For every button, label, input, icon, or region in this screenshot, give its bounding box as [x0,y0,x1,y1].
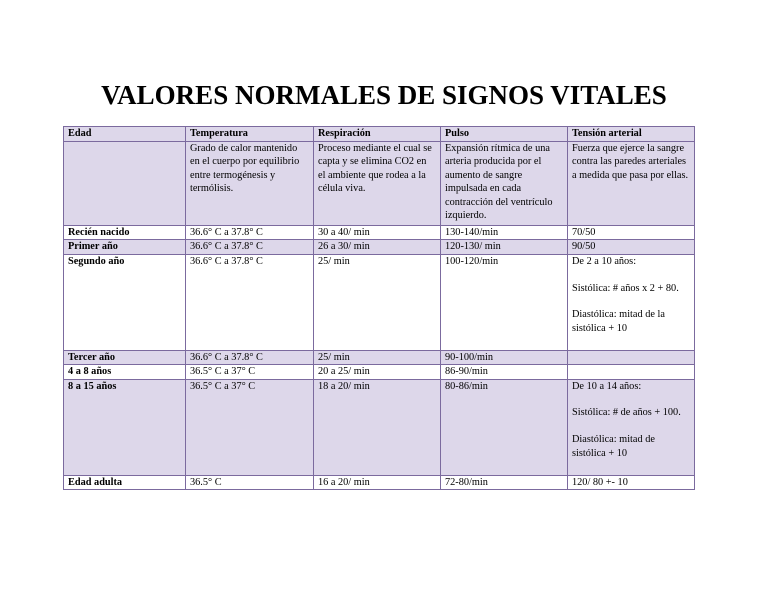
blood-pressure-line: Diastólica: mitad de sistólica + 10 [572,434,655,459]
temperature-cell: 36.6° C a 37.8° C [186,226,314,240]
pulse-cell: 120-130/ min [441,240,568,254]
table-row [64,365,695,379]
table-row [64,350,695,364]
temperature-cell: 36.5° C a 37° C [186,379,314,475]
definition-pulso: Expansión rítmica de una arteria producida por el aumento de sangre impulsada en cada contracción del ventrículo izquierdo. [441,142,568,226]
age-cell: 8 a 15 años [64,379,186,475]
temperature-cell: 36.6° C a 37.8° C [186,254,314,350]
age-cell: Recién nacido [64,226,186,240]
temperature-cell: 36.6° C a 37.8° C [186,350,314,364]
header-respiracion: Respiración [314,127,441,142]
age-cell: Edad adulta [64,475,186,489]
respiration-cell: 26 a 30/ min [314,240,441,254]
blood-pressure-cell [568,475,695,489]
pulse-cell: 86-90/min [441,365,568,379]
respiration-cell: 30 a 40/ min [314,226,441,240]
page-title: VALORES NORMALES DE SIGNOS VITALES [101,80,667,110]
pulse-cell: 100-120/min [441,254,568,350]
respiration-cell: 25/ min [314,254,441,350]
definition-tension-arterial: Fuerza que ejerce la sangre contra las paredes arteriales a medida que pasa por ellas. [568,142,695,226]
table-row [64,226,695,240]
header-pulso: Pulso [441,127,568,142]
header-tension-arterial: Tensión arterial [568,127,695,142]
definition-edad [64,142,186,226]
blood-pressure-cell [568,226,695,240]
pulse-cell: 80-86/min [441,379,568,475]
table-row [64,475,695,489]
table-header-row [64,127,695,142]
respiration-cell: 16 a 20/ min [314,475,441,489]
definition-row [64,142,695,226]
pulse-cell: 130-140/min [441,226,568,240]
age-cell: 4 a 8 años [64,365,186,379]
pulse-cell: 72-80/min [441,475,568,489]
respiration-cell: 20 a 25/ min [314,365,441,379]
blood-pressure-line: 120/ 80 +- 10 [572,476,628,488]
header-temperatura: Temperatura [186,127,314,142]
header-edad: Edad [64,127,186,142]
blood-pressure-line: De 10 a 14 años: [572,380,642,392]
blood-pressure-line: De 2 a 10 años: [572,255,637,267]
definition-respiracion: Proceso mediante el cual se capta y se elimina CO2 en el ambiente que rodea a la célula viva. [314,142,441,226]
table-row [64,254,695,350]
age-cell: Tercer año [64,350,186,364]
respiration-cell: 18 a 20/ min [314,379,441,475]
blood-pressure-cell [568,379,695,475]
blood-pressure-line: Sistólica: # de años + 100. [572,407,681,419]
blood-pressure-line: 70/50 [572,227,596,238]
blood-pressure-cell [568,350,695,364]
blood-pressure-line: 90/50 [572,241,596,253]
vital-signs-table [63,126,695,490]
age-cell: Segundo año [64,254,186,350]
table-row [64,240,695,254]
table-row [64,379,695,475]
blood-pressure-line: Diastólica: mitad de la sistólica + 10 [572,309,665,334]
pulse-cell: 90-100/min [441,350,568,364]
blood-pressure-cell [568,365,695,379]
age-cell: Primer año [64,240,186,254]
temperature-cell: 36.5° C [186,475,314,489]
blood-pressure-cell [568,254,695,350]
respiration-cell: 25/ min [314,350,441,364]
definition-temperatura: Grado de calor mantenido en el cuerpo por equilibrio entre termogénesis y termólisis. [186,142,314,226]
blood-pressure-line: Sistólica: # años x 2 + 80. [572,282,679,294]
temperature-cell: 36.5° C a 37° C [186,365,314,379]
blood-pressure-cell [568,240,695,254]
temperature-cell: 36.6° C a 37.8° C [186,240,314,254]
